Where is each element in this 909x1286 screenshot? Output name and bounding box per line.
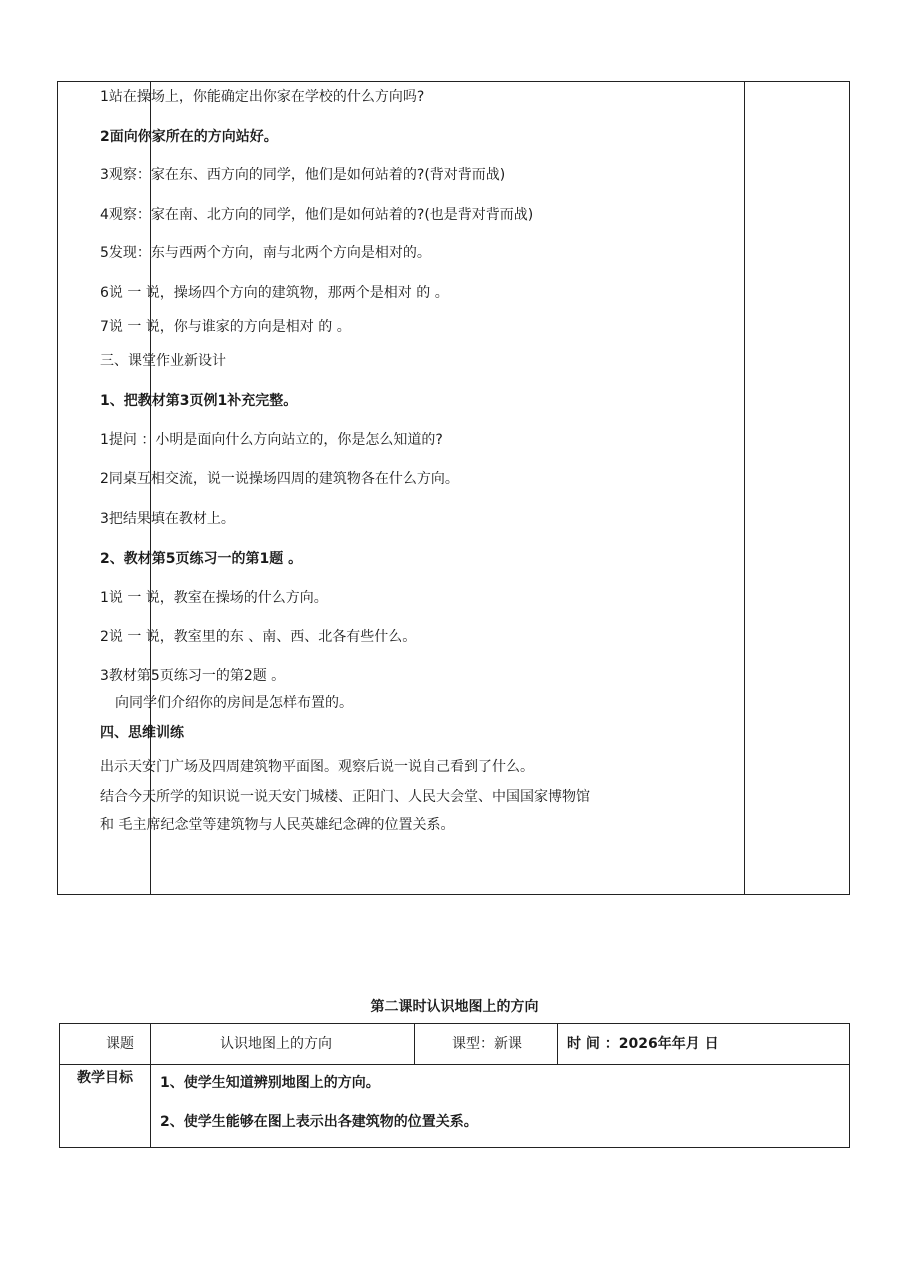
discussion-buildings: 6说 一 说，操场四个方向的建筑物，那两个是相对 的 。 [100,285,449,301]
thinking-landmarks-continued: 和 毛主席纪念堂等建筑物与人民英雄纪念碑的位置关系。 [100,817,455,833]
thinking-landmarks: 结合今天所学的知识说一说天安门城楼、正阳门、人民大会堂、中国国家博物馆 [100,789,590,805]
lesson-time: 时 间 ：2026年年月 日 [567,1036,719,1052]
discovery-note: 5发现：东与西两个方向，南与北两个方向是相对的。 [100,245,431,261]
table-col-divider [150,1024,151,1147]
exercise-room-layout: 向同学们介绍你的房间是怎样布置的。 [115,695,353,711]
section-heading-classwork: 三、课堂作业新设计 [100,353,226,369]
observation-east-west: 3观察：家在东、西方向的同学，他们是如何站着的?(背对背而战) [100,167,506,183]
classwork-item-2: 2、教材第5页练习一的第1题 。 [100,551,303,567]
observation-north-south: 4观察：家在南、北方向的同学，他们是如何站着的?(也是背对背而战) [100,207,534,223]
activity-step-1: 1站在操场上，你能确定出你家在学校的什么方向吗? [100,89,425,105]
classwork-pair-discussion: 2同桌互相交流，说一说操场四周的建筑物各在什么方向。 [100,471,459,487]
goal-item-1: 1、使学生知道辨别地图上的方向。 [160,1075,380,1091]
table-col-divider [557,1024,558,1064]
exercise-classroom-direction: 1说 一 说，教室在操场的什么方向。 [100,590,328,606]
topic-value: 认识地图上的方向 [220,1036,332,1052]
lesson-info-table [59,1023,850,1148]
lesson-title: 第二课时认识地图上的方向 [370,999,539,1015]
topic-label: 课题 [106,1036,134,1052]
classwork-fill-textbook: 3把结果填在教材上。 [100,511,235,527]
section-heading-thinking: 四、思维训练 [100,725,184,741]
table-col-divider [414,1024,415,1064]
thinking-map-intro: 出示天安门广场及四周建筑物平面图。观察后说一说自己看到了什么。 [100,759,534,775]
goals-label: 教学目标 [77,1070,133,1086]
table-row-divider [60,1064,849,1065]
classwork-question: 1提问 ：小明是面向什么方向站立的，你是怎么知道的? [100,432,443,448]
exercise-item-2: 3教材第5页练习一的第2题 。 [100,668,286,684]
activity-step-2: 2面向你家所在的方向站好。 [100,129,278,145]
table-divider-right [744,82,745,894]
goal-item-2: 2、使学生能够在图上表示出各建筑物的位置关系。 [160,1114,478,1130]
discussion-homes: 7说 一 说，你与谁家的方向是相对 的 。 [100,319,351,335]
lesson-type: 课型：新课 [452,1036,522,1052]
exercise-classroom-objects: 2说 一 说，教室里的东 、南、西、北各有些什么。 [100,629,417,645]
classwork-item-1: 1、把教材第3页例1补充完整。 [100,393,298,409]
